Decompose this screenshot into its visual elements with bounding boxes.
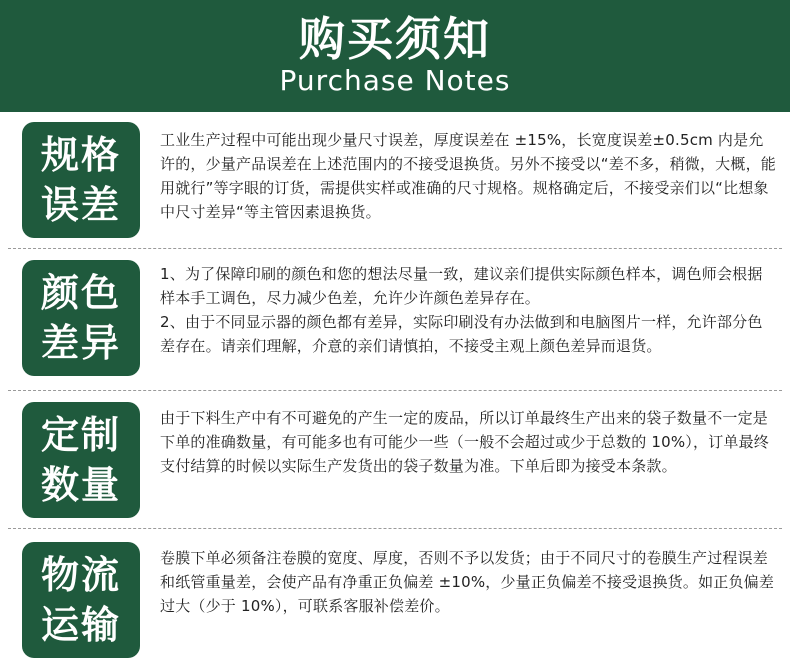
header-banner — [0, 0, 790, 112]
section-label-badge — [22, 402, 140, 518]
section-label-line1: 规格 — [40, 133, 121, 177]
section-label-badge — [22, 122, 140, 238]
section-divider — [8, 248, 782, 249]
section-label-line2: 数量 — [40, 463, 121, 507]
section-text: 工业生产过程中可能出现少量尺寸误差，厚度误差在 ±15%，长宽度误差±0.5cm 内是允许的，少量产品误差在上述范围内的不接受退换货。另外不接受以“差不多，稍微，大概，能用就行”等字眼的订货，需提供实样或准确的尺寸规格。规格确定后，不接受亲们以“比想象中尺寸差异“等主管因素退换货。 — [160, 131, 776, 221]
section-label-line1: 定制 — [40, 413, 121, 457]
section-text: 1、为了保障印刷的颜色和您的想法尽量一致，建议亲们提供实际颜色样本，调色师会根据样本手工调色，尽力减少色差，允许少许颜色差异存在。 2、由于不同显示器的颜色都有差异，实际印刷没有办法做到和电脑图片一样，允许部分色差存在。请亲们理解，介意的亲们请慎拍，不接受主观上颜色差异而退货。 — [160, 265, 763, 355]
section-text: 卷膜下单必须备注卷膜的宽度、厚度，否则不予以发货；由于不同尺寸的卷膜生产过程误差和纸管重量差，会使产品有净重正负偏差 ±10%，少量正负偏差不接受退换货。如正负偏差过大（少于 10%），可联系客服补偿差价。 — [160, 549, 775, 615]
section-label-line2: 差异 — [40, 321, 121, 365]
section-label-badge — [22, 542, 140, 658]
section-text: 由于下料生产中有不可避免的产生一定的废品，所以订单最终生产出来的袋子数量不一定是下单的准确数量，有可能多也有可能少一些（一般不会超过或少于总数的 10%），订单最终支付结算的时候以实际生产发货出的袋子数量为准。下单后即为接受本条款。 — [160, 409, 770, 475]
page-subtitle: Purchase Notes — [279, 64, 511, 97]
page-title: 购买须知 — [299, 12, 491, 66]
section-divider — [8, 390, 782, 391]
section-divider — [8, 528, 782, 529]
section-label-line2: 运输 — [40, 603, 121, 647]
section-label-line1: 颜色 — [40, 271, 121, 315]
section-label-badge — [22, 260, 140, 376]
section-label-line2: 误差 — [40, 183, 121, 227]
section-label-line1: 物流 — [40, 553, 121, 597]
